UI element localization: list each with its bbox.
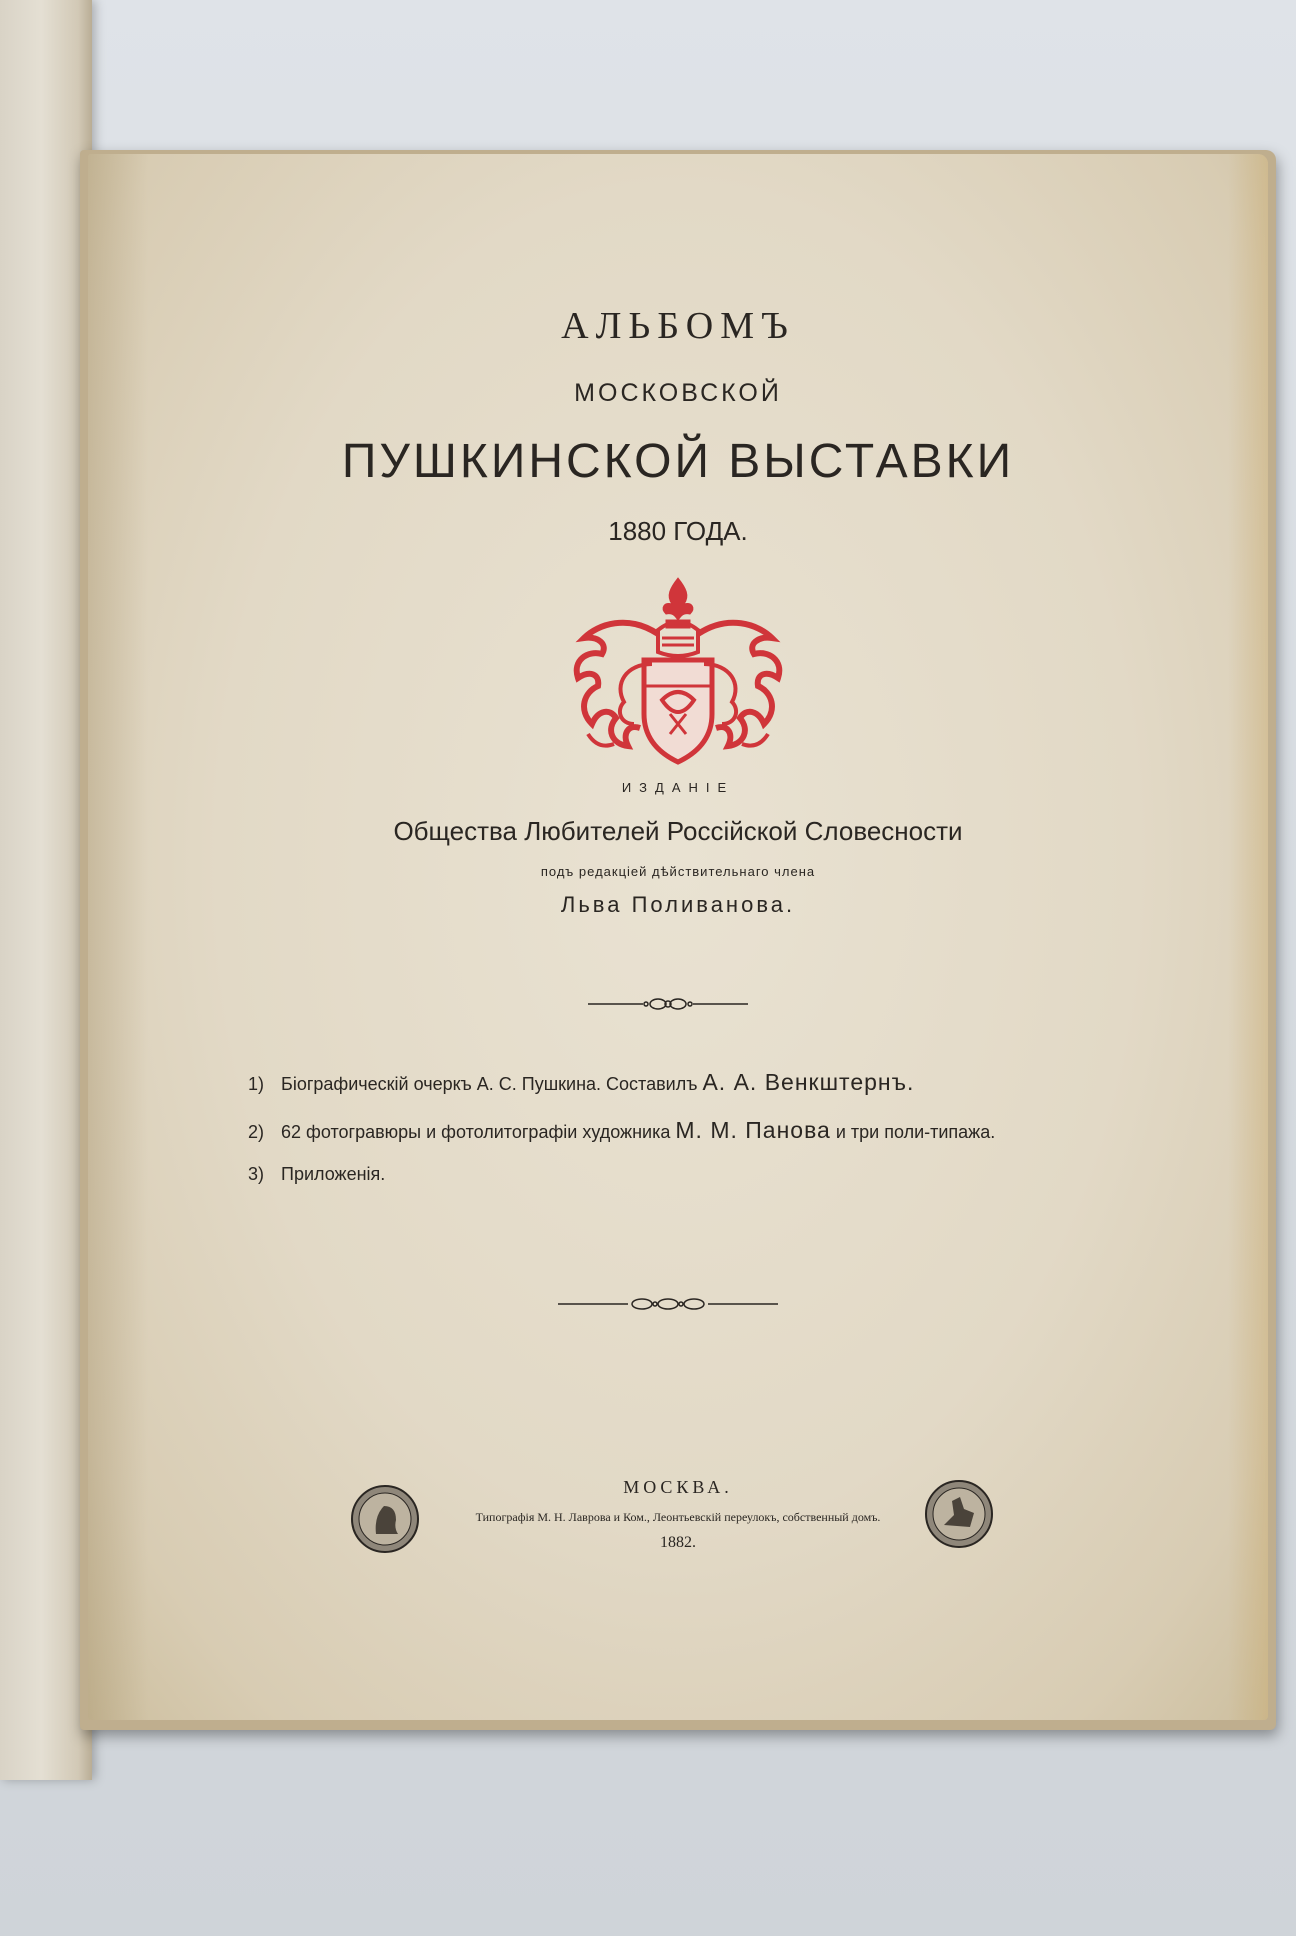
list-item: [248, 1064, 1128, 1102]
ornament-divider-icon: [588, 994, 748, 1014]
title-year: 1880 ГОДА.: [608, 516, 748, 546]
edition-label: ИЗДАНІЕ: [621, 780, 735, 795]
imprint-year: 1882.: [660, 1534, 696, 1551]
rider-medal-icon: [924, 1479, 994, 1549]
title-moscow: МОСКОВСКОЙ: [574, 379, 782, 407]
imprint-printer: Типографія М. Н. Лаврова и Ком., Леонтьевскій переулокъ, собственный домъ.: [475, 1510, 881, 1524]
list-item: [248, 1160, 1128, 1190]
contents-list: [248, 1064, 1128, 1200]
title-pushkin-exhibition: ПУШКИНСКОЙ ВЫСТАВКИ: [341, 435, 1015, 488]
editor-line: подъ редакціей дѣйствительнаго члена: [540, 864, 816, 879]
facing-page-edge: [0, 0, 92, 1780]
item-author-name: А. А. Венкштернъ.: [702, 1069, 915, 1095]
imprint-city: МОСКВА.: [623, 1477, 733, 1497]
item-number: 2): [248, 1121, 265, 1142]
list-item: [248, 1112, 1128, 1150]
editor-name: Льва Поливанова.: [560, 892, 796, 917]
title-album: АЛЬБОМЪ: [561, 305, 795, 347]
item-text-after: и три поли-типажа.: [835, 1121, 996, 1142]
item-number: 3): [248, 1163, 265, 1184]
coat-of-arms-icon: [558, 574, 798, 774]
publisher-society: Общества Любителей Россійской Словесности: [393, 816, 963, 846]
item-text: Приложенія.: [281, 1163, 386, 1184]
title-page: [88, 154, 1268, 1720]
item-text: 62 фотогравюры и фотолитографіи художника: [281, 1121, 671, 1142]
item-text: Біографическій очеркъ А. С. Пушкина. Составилъ: [281, 1074, 698, 1094]
item-number: 1): [248, 1074, 265, 1094]
item-artist-name: М. М. Панова: [675, 1116, 831, 1143]
ornament-divider-icon: [558, 1294, 778, 1314]
